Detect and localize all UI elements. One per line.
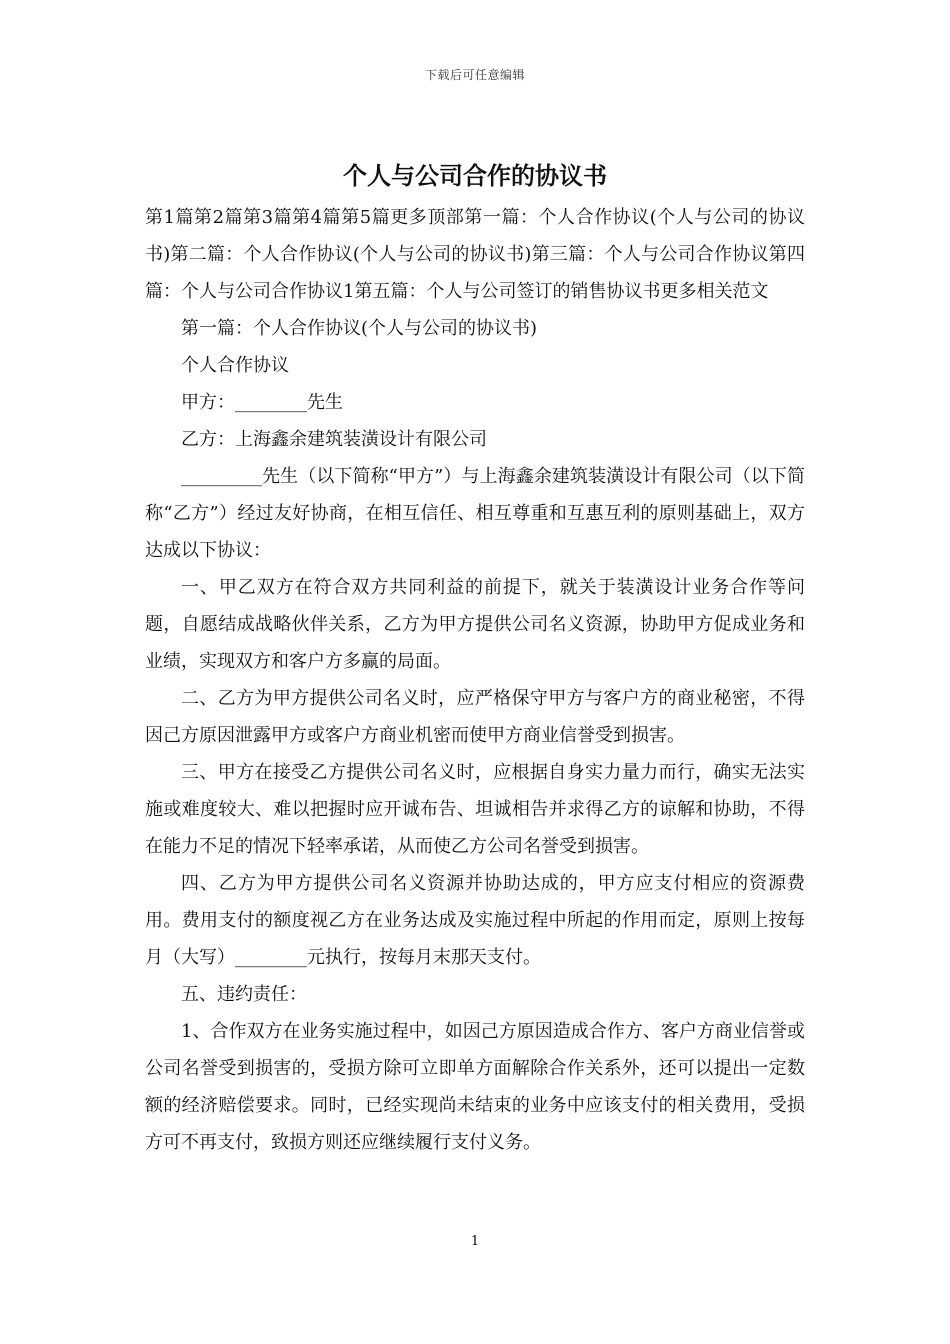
document-body (145, 199, 805, 1161)
party-b-line: 乙方：上海鑫余建筑装潢设计有限公司 (181, 429, 487, 450)
party-a-line: 甲方：________先生 (181, 392, 343, 413)
header-note: 下载后可任意编辑 (424, 68, 525, 82)
clause-2: 二、乙方为甲方提供公司名义时，应严格保守甲方与客户方的商业秘密，不得因己方原因泄露甲方或客户方商业机密而使甲方商业信誉受到损害。 (145, 688, 805, 746)
preamble-paragraph: _________先生（以下简称“甲方”）与上海鑫余建筑装潢设计有限公司（以下简称“乙方”）经过友好协商，在相互信任、相互尊重和互惠互利的原则基础上，双方达成以下协议： (145, 466, 805, 561)
clause-1: 一、甲乙双方在符合双方共同利益的前提下，就关于装潢设计业务合作等问题，自愿结成战略伙伴关系，乙方为甲方提供公司名义资源，协助甲方促成业务和业绩，实现双方和客户方多赢的局面。 (145, 577, 805, 672)
clause-4: 四、乙方为甲方提供公司名义资源并协助达成的，甲方应支付相应的资源费用。费用支付的额度视乙方在业务达成及实施过程中所起的作用而定，原则上按每月（大写）________元执行，按每月末那天支付。 (145, 873, 805, 968)
clause-5-item-1: 1、合作双方在业务实施过程中，如因己方原因造成合作方、客户方商业信誉或公司名誉受到损害的，受损方除可立即单方面解除合作关系外，还可以提出一定数额的经济赔偿要求。同时，已经实现尚未结束的业务中应该支付的相关费用，受损方可不再支付，致损方则还应继续履行支付义务。 (145, 1021, 805, 1153)
section-heading: 第一篇：个人合作协议(个人与公司的协议书) (181, 318, 538, 339)
clause-3: 三、甲方在接受乙方提供公司名义时，应根据自身实力量力而行，确实无法实施或难度较大、难以把握时应开诚布告、坦诚相告并求得乙方的谅解和协助，不得在能力不足的情况下轻率承诺，从而使乙方公司名誉受到损害。 (145, 762, 805, 857)
page-number: 1 (470, 1234, 480, 1249)
agreement-heading: 个人合作协议 (181, 355, 289, 376)
document-title: 个人与公司合作的协议书 (343, 162, 607, 190)
table-of-contents: 第1篇第2篇第3篇第4篇第5篇更多顶部第一篇：个人合作协议(个人与公司的协议书)第二篇：个人合作协议(个人与公司的协议书)第三篇：个人与公司合作协议第四篇：个人与公司合作协议1第五篇：个人与公司签订的销售协议书更多相关范文 (145, 207, 805, 302)
clause-5-heading: 五、违约责任： (181, 984, 307, 1005)
